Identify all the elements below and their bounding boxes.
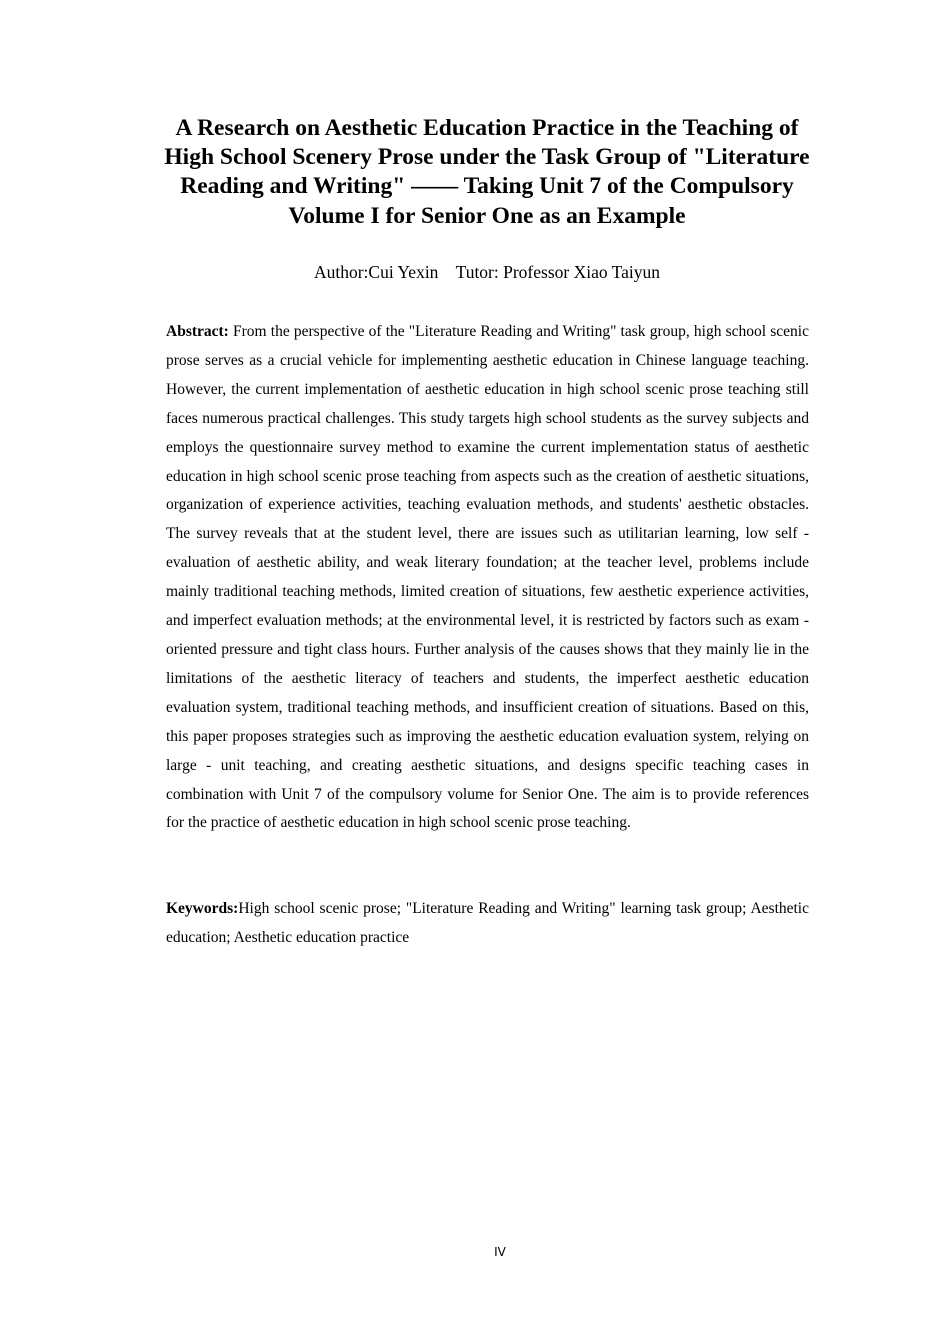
paper-title: A Research on Aesthetic Education Practice in the Teaching of High School Scenery Prose under the Task Group of "Literature Reading and Writing" —— Taking Unit 7 of the Compulsory Volume I for Senior One as an Example xyxy=(164,115,810,229)
page-number: IV xyxy=(494,1245,506,1259)
abstract-label: Abstract: xyxy=(166,323,229,340)
author-tutor-line: Author:Cui Yexin Tutor: Professor Xiao Taiyun xyxy=(313,262,661,282)
keywords-text: High school scenic prose; "Literature Reading and Writing" learning task group; Aesthetic education; Aesthetic education practice xyxy=(166,900,809,946)
keywords-label: Keywords: xyxy=(166,900,239,917)
abstract-paragraph xyxy=(166,318,809,838)
keywords-paragraph xyxy=(166,895,809,953)
abstract-text: From the perspective of the "Literature Reading and Writing" task group, high school scenic prose serves as a crucial vehicle for implementing aesthetic education in Chinese language teaching. However, the current implementation of aesthetic education in high school scenic prose teaching still faces numerous practical challenges. This study targets high school students as the survey subjects and employs the questionnaire survey method to examine the current implementation status of aesthetic education in high school scenic prose teaching from aspects such as the creation of aesthetic situations, organization of experience activities, teaching evaluation methods, and students' aesthetic obstacles. The survey reveals that at the student level, there are issues such as utilitarian learning, low self - evaluation of aesthetic ability, and weak literary foundation; at the teacher level, problems include mainly traditional teaching methods, limited creation of situations, few aesthetic experience activities, and imperfect evaluation methods; at the environmental level, it is restricted by factors such as exam - oriented pressure and tight class hours. Further analysis of the causes shows that they mainly lie in the limitations of the aesthetic literacy of teachers and students, the imperfect aesthetic education evaluation system, traditional teaching methods, and insufficient creation of situations. Based on this, this paper proposes strategies such as improving the aesthetic education evaluation system, relying on large - unit teaching, and creating aesthetic situations, and designs specific teaching cases in combination with Unit 7 of the compulsory volume for Senior One. The aim is to provide references for the practice of aesthetic education in high school scenic prose teaching. xyxy=(166,323,809,832)
